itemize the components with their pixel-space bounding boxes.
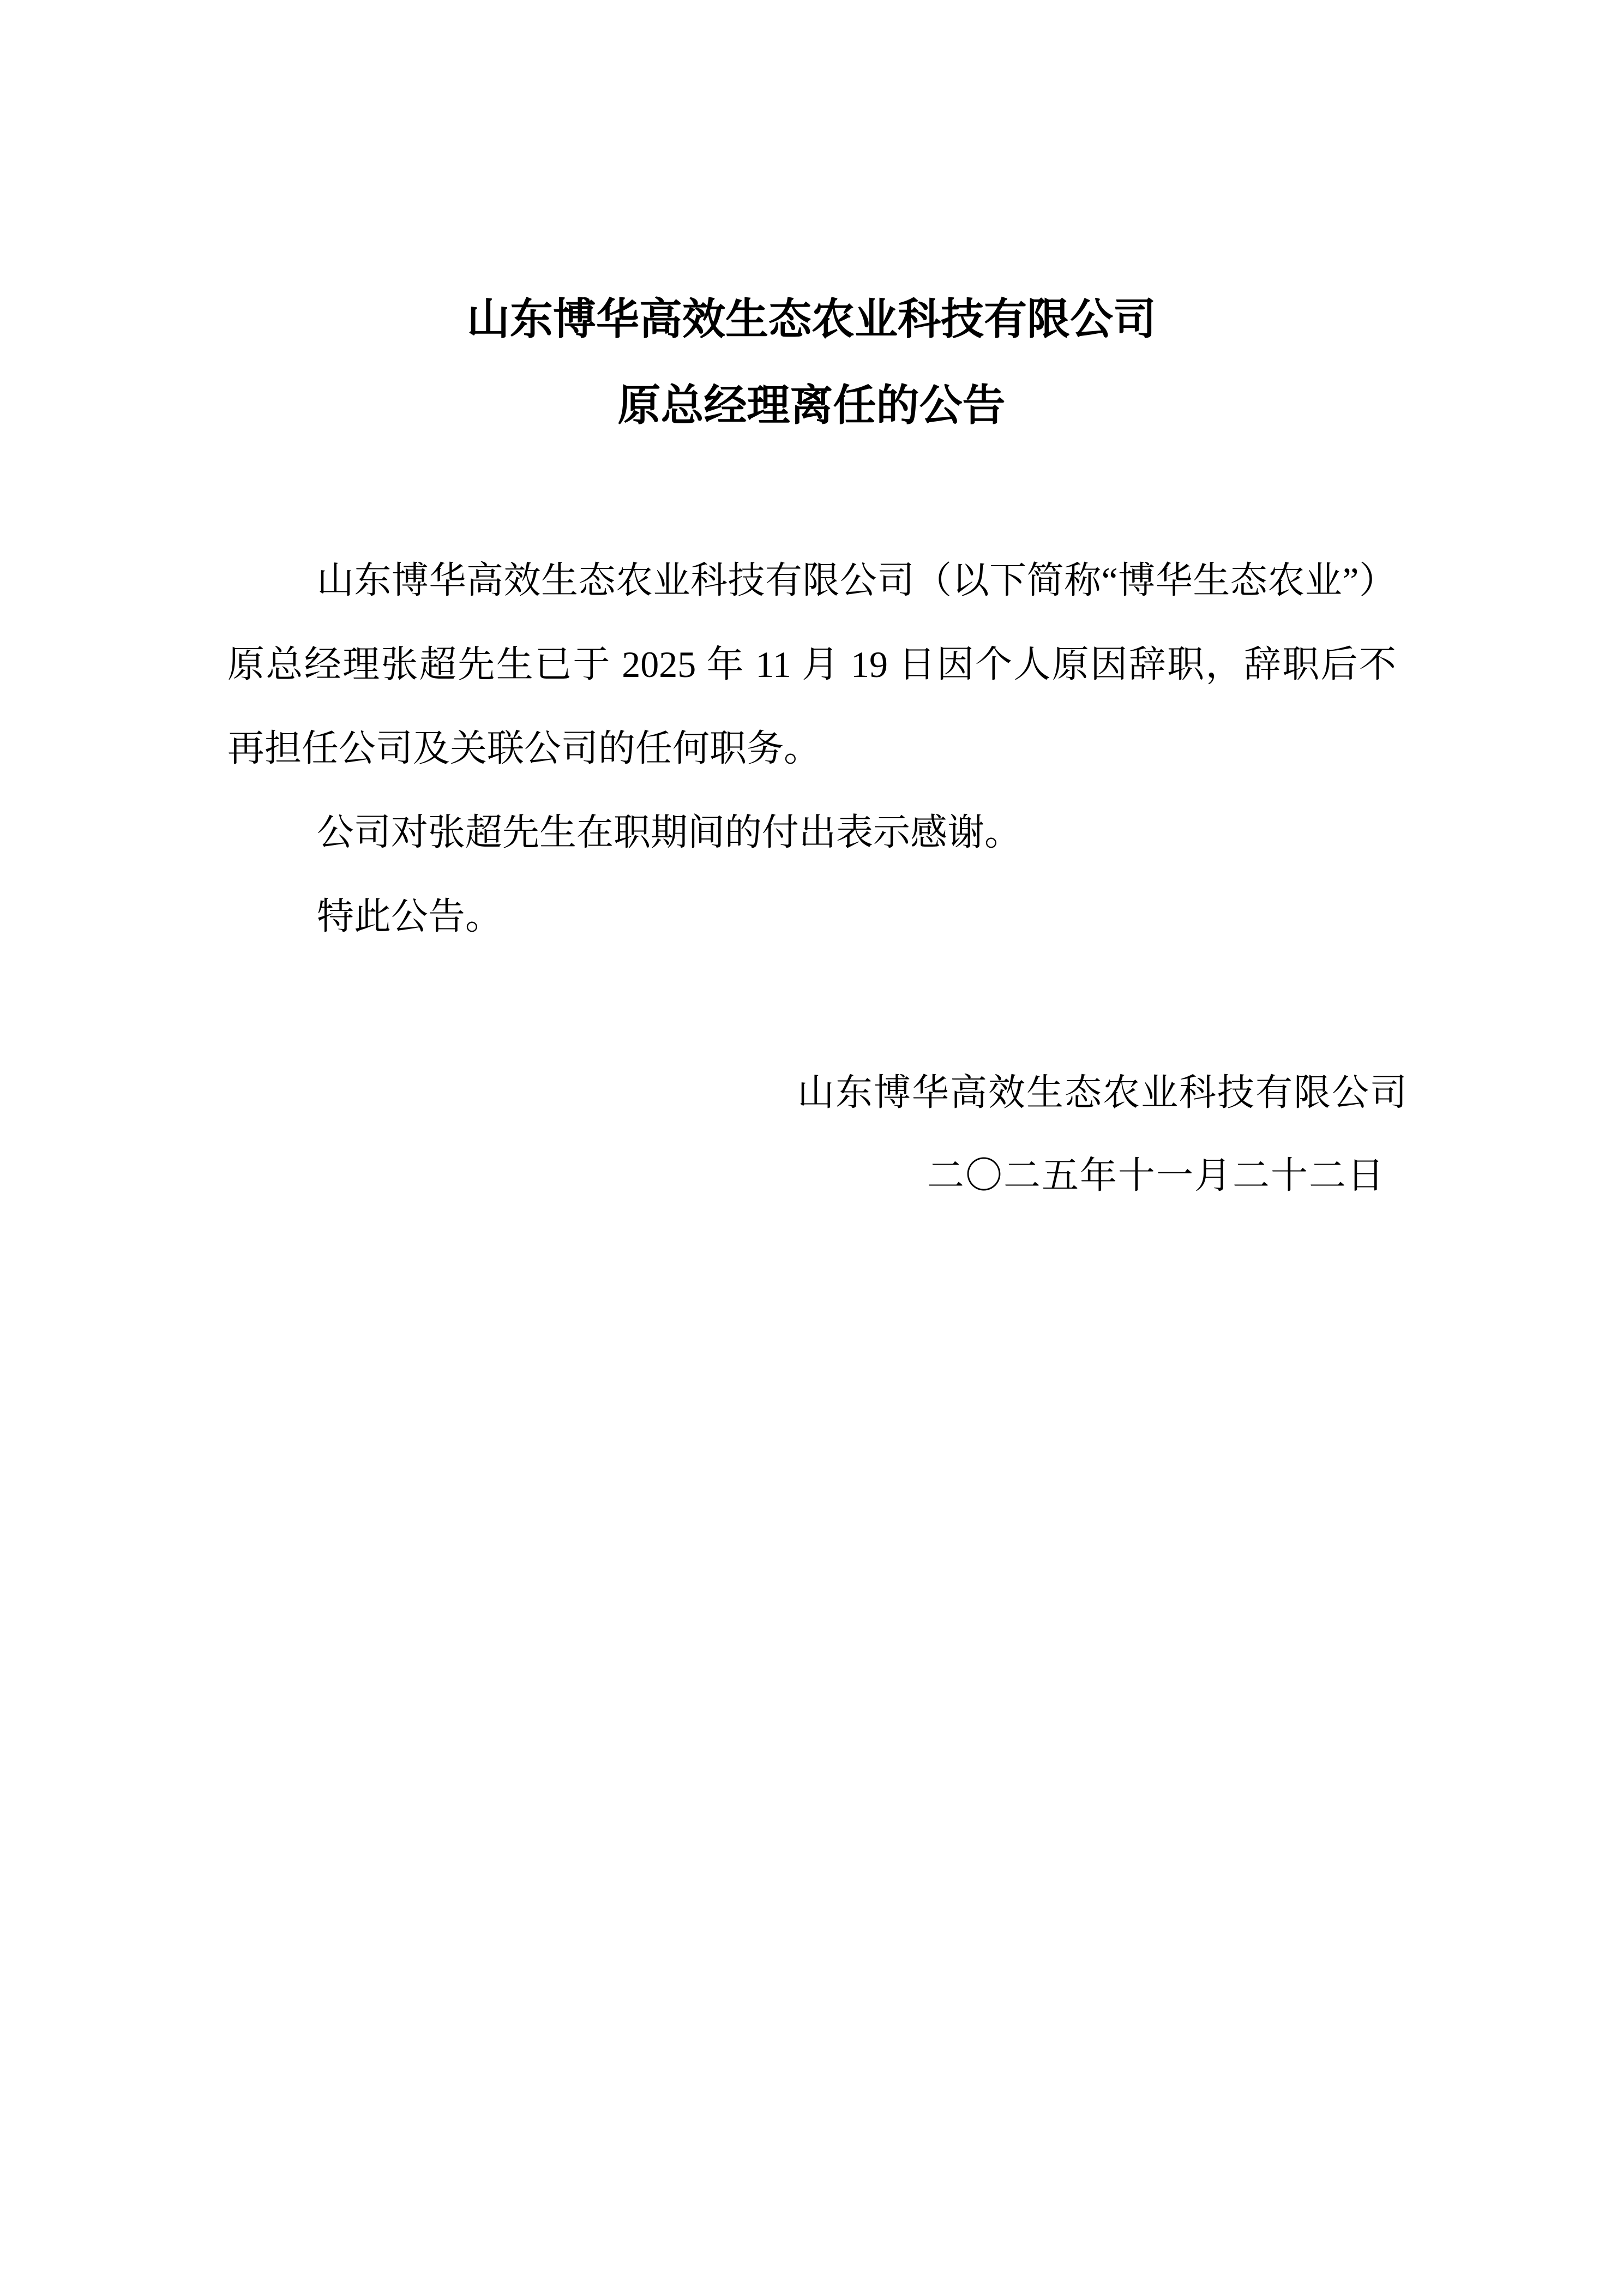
paragraph-3: 特此公告。 xyxy=(317,896,503,937)
document-title-announcement-line: 原总经理离任的公告 xyxy=(617,382,1006,430)
announcement-body xyxy=(227,538,1396,958)
signature-date: 二〇二五年十一月二十二日 xyxy=(927,1155,1385,1196)
paragraph-2: 公司对张超先生在职期间的付出表示感谢。 xyxy=(317,812,1022,853)
document-title-company-line: 山东博华高效生态农业科技有限公司 xyxy=(467,296,1156,344)
paragraph-1-line-3: 再担任公司及关联公司的任何职务。 xyxy=(227,728,821,769)
paragraph-1-line-2: 原总经理张超先生已于 2025 年 11 月 19 日因个人原因辞职，辞职后不 xyxy=(227,644,1396,685)
document-title xyxy=(0,277,1623,449)
paragraph-1-line-1: 山东博华高效生态农业科技有限公司（以下简称“博华生态农业”） xyxy=(317,560,1396,601)
signature-company-name: 山东博华高效生态农业科技有限公司 xyxy=(797,1072,1408,1113)
